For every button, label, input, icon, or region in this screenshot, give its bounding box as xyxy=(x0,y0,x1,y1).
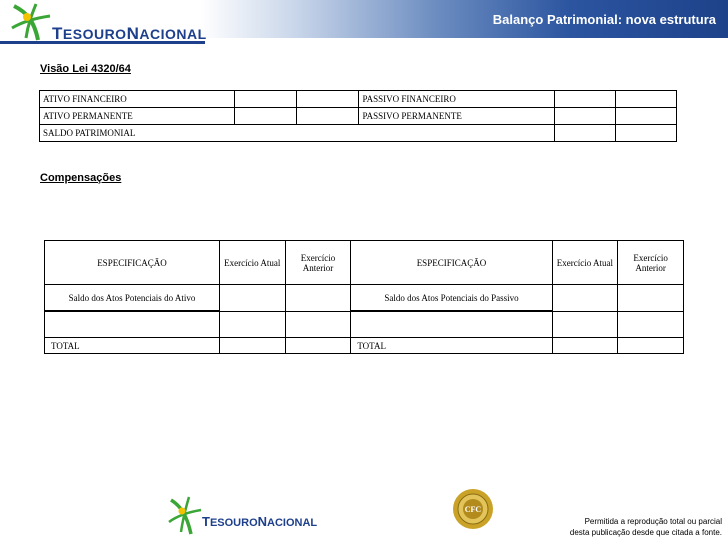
table-cell xyxy=(351,312,552,338)
table-header-row xyxy=(45,241,684,285)
table-cell xyxy=(219,285,285,312)
header xyxy=(0,0,728,44)
table-cell: ATIVO PERMANENTE xyxy=(40,108,235,125)
balance-table-lei-4320 xyxy=(39,90,677,142)
column-header: Exercício Anterior xyxy=(285,241,351,285)
table-cell xyxy=(552,312,618,338)
cfc-seal-icon xyxy=(452,488,494,530)
table-cell: PASSIVO PERMANENTE xyxy=(359,108,554,125)
table-cell xyxy=(285,285,351,312)
compensacoes-table xyxy=(44,240,684,354)
table-cell xyxy=(615,125,676,142)
column-header: ESPECIFICAÇÃO xyxy=(45,241,220,285)
table-cell xyxy=(285,312,351,338)
table-cell xyxy=(618,285,684,312)
footer-brand-name: TESOURONACIONAL xyxy=(202,514,318,529)
table-cell: SALDO PATRIMONIAL xyxy=(40,125,555,142)
page-title: Balanço Patrimonial: nova estrutura xyxy=(492,12,716,27)
table-cell xyxy=(618,338,684,354)
svg-text:CFC: CFC xyxy=(464,505,482,514)
table-row xyxy=(45,312,684,338)
table-cell xyxy=(297,91,359,108)
table-cell: TOTAL xyxy=(45,338,220,354)
table-cell xyxy=(552,338,618,354)
table-cell xyxy=(554,125,615,142)
table-total-row xyxy=(45,338,684,354)
table-cell: TOTAL xyxy=(351,338,552,354)
table-cell xyxy=(235,108,297,125)
table-row xyxy=(45,285,684,311)
table-cell xyxy=(615,91,676,108)
brand-name: TESOURONACIONAL xyxy=(52,24,207,43)
table-cell: Saldo dos Atos Potenciais do Passivo xyxy=(351,285,552,311)
table-cell: ATIVO FINANCEIRO xyxy=(40,91,235,108)
column-header: Exercício Atual xyxy=(552,241,618,285)
table-cell xyxy=(554,91,615,108)
table-row xyxy=(40,125,677,142)
column-header: Exercício Atual xyxy=(219,241,285,285)
footer-copyright-note: Permitida a reprodução total ou parcial desta publicação desde que citada a fonte. xyxy=(569,517,722,537)
table-cell xyxy=(219,338,285,354)
table-cell xyxy=(235,91,297,108)
table-cell: PASSIVO FINANCEIRO xyxy=(359,91,554,108)
table-cell xyxy=(285,338,351,354)
table-cell xyxy=(552,285,618,312)
section-title-visao-lei: Visão Lei 4320/64 xyxy=(40,63,131,75)
table-row xyxy=(40,108,677,125)
column-header: Exercício Anterior xyxy=(618,241,684,285)
table-cell xyxy=(45,312,220,338)
table-cell: Saldo dos Atos Potenciais do Ativo xyxy=(45,285,220,311)
section-title-compensacoes: Compensações xyxy=(40,172,122,184)
table-cell xyxy=(297,108,359,125)
table-row xyxy=(40,91,677,108)
table-cell xyxy=(618,312,684,338)
table-cell xyxy=(554,108,615,125)
table-cell xyxy=(219,312,285,338)
header-banner xyxy=(200,0,728,38)
table-cell xyxy=(615,108,676,125)
column-header: ESPECIFICAÇÃO xyxy=(351,241,552,285)
